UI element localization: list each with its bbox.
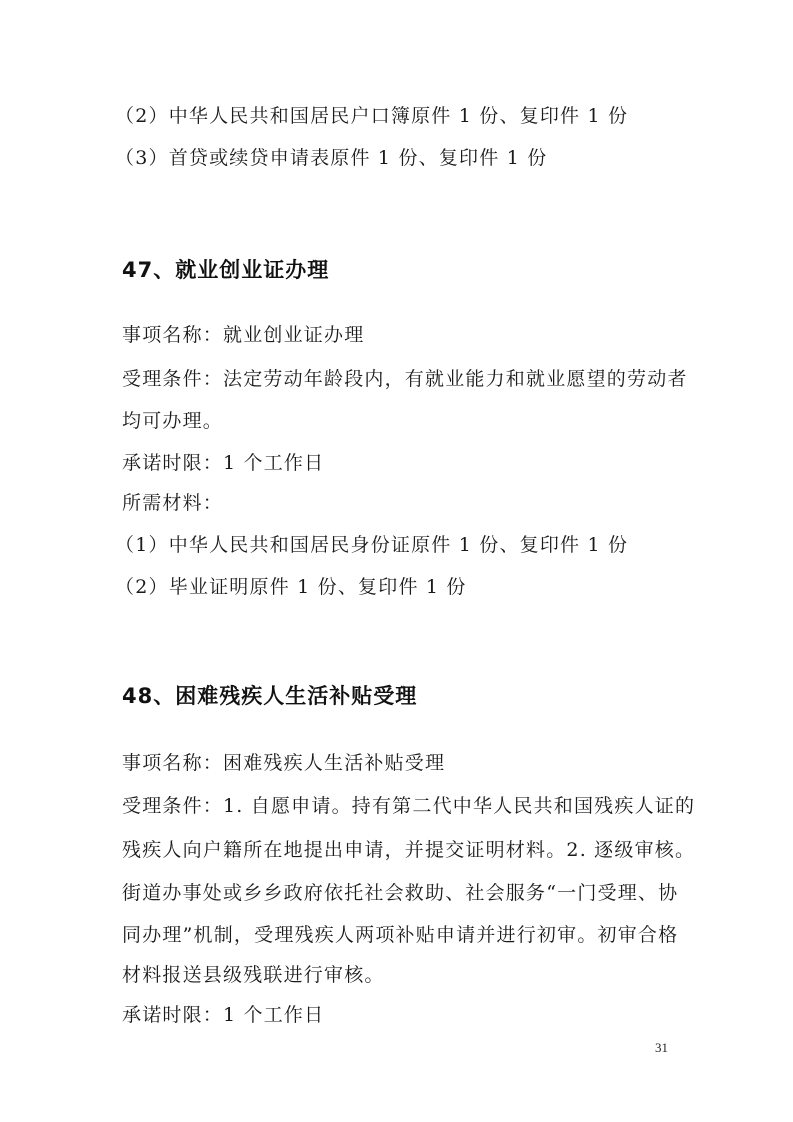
section-47-material-item: （2）毕业证明原件 1 份、复印件 1 份	[115, 576, 467, 598]
material-item: （3）首贷或续贷申请表原件 1 份、复印件 1 份	[115, 147, 548, 169]
section-48-conditions-cont: 残疾人向户籍所在地提出申请，并提交证明材料。2. 逐级审核。	[122, 839, 696, 861]
section-47-materials-label: 所需材料：	[122, 492, 224, 514]
section-48-conditions: 受理条件：1. 自愿申请。持有第二代中华人民共和国残疾人证的	[122, 795, 696, 817]
section-47-heading: 47、就业创业证办理	[122, 258, 330, 282]
material-item: （2）中华人民共和国居民户口簿原件 1 份、复印件 1 份	[115, 105, 629, 127]
section-48-heading: 48、困难残疾人生活补贴受理	[122, 684, 418, 708]
section-48-conditions-cont: 同办理”机制，受理残疾人两项补贴申请并进行初审。初审合格	[122, 924, 679, 946]
section-47-time-limit: 承诺时限：1 个工作日	[122, 452, 325, 474]
section-48-item-name: 事项名称：困难残疾人生活补贴受理	[122, 752, 446, 774]
section-47-conditions-cont: 均可办理。	[122, 410, 224, 432]
section-48-conditions-cont: 材料报送县级残联进行审核。	[122, 964, 385, 986]
section-48-time-limit: 承诺时限：1 个工作日	[122, 1004, 325, 1026]
page-number: 31	[655, 1040, 668, 1055]
section-47-item-name: 事项名称：就业创业证办理	[122, 324, 365, 346]
section-48-conditions-cont: 街道办事处或乡乡政府依托社会救助、社会服务“一门受理、协	[122, 882, 679, 904]
section-47-material-item: （1）中华人民共和国居民身份证原件 1 份、复印件 1 份	[115, 534, 629, 556]
section-47-conditions: 受理条件：法定劳动年龄段内，有就业能力和就业愿望的劳动者	[122, 368, 688, 390]
